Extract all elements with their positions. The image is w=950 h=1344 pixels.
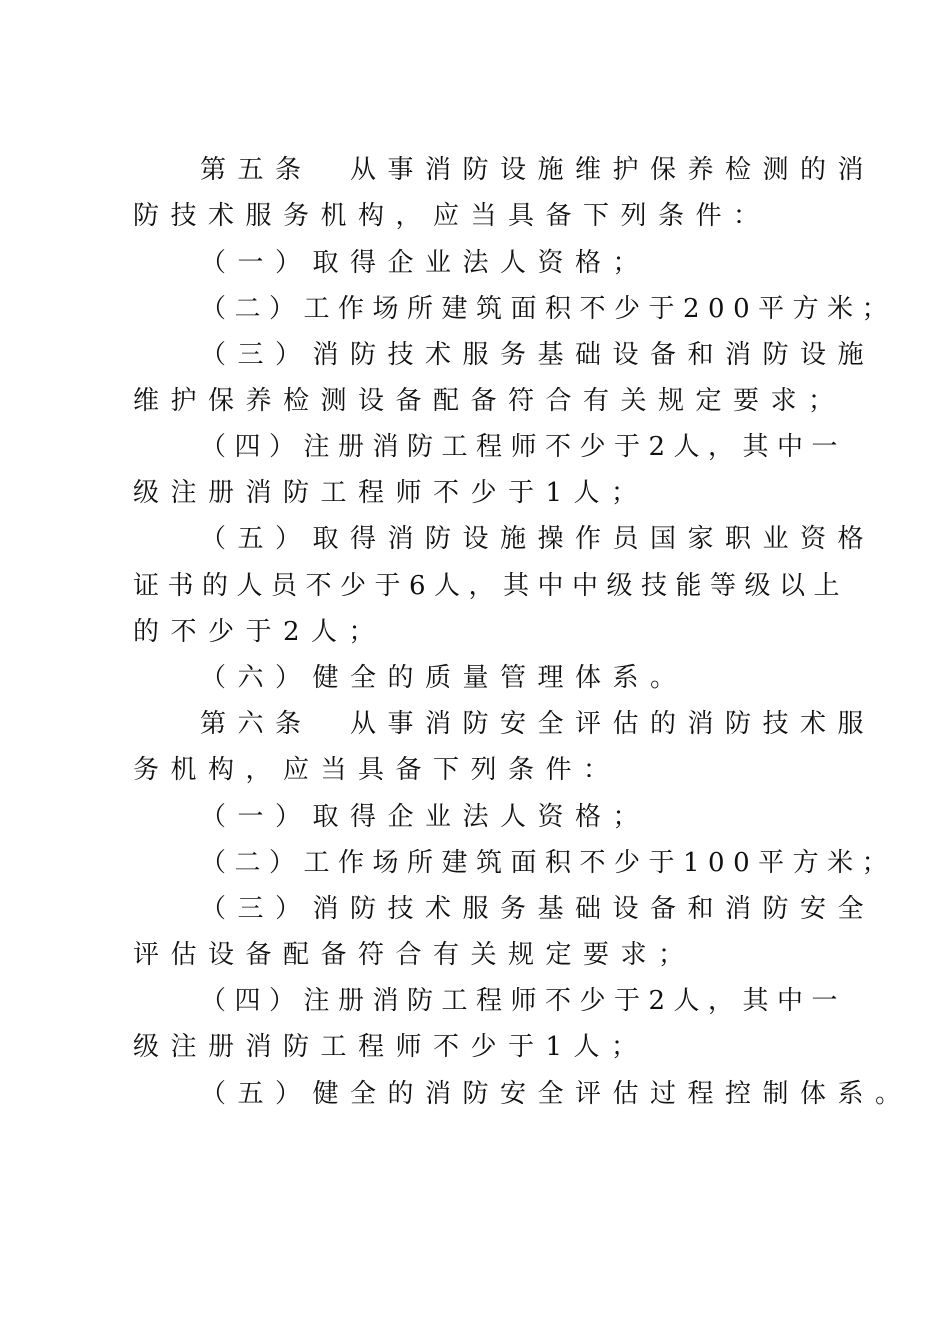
article-5-item-3: （三）消防技术服务基础设备和消防设施 [200,340,876,370]
article-6-item-5: （五）健全的消防安全评估过程控制体系。 [200,1079,913,1109]
article-6-text: 务机构，应当具备下列条件： [133,755,621,785]
article-5-item-2: （二）工作场所建筑面积不少于200平方米； [200,294,897,324]
article-5-text: 防技术服务机构，应当具备下列条件： [133,201,771,231]
article-6-item-2: （二）工作场所建筑面积不少于100平方米； [200,848,897,878]
article-5-item-4: （四）注册消防工程师不少于2人，其中一 [200,432,847,462]
article-6-item-3-cont: 评估设备配备符合有关规定要求； [133,940,696,970]
article-6-item-4: （四）注册消防工程师不少于2人，其中一 [200,986,847,1016]
article-6-item-4-cont: 级注册消防工程师不少于1人； [133,1032,649,1062]
article-5-item-4-cont: 级注册消防工程师不少于1人； [133,478,649,508]
article-5-heading: 第五条 从事消防设施维护保养检测的消 [200,155,876,185]
article-5-item-5: （五）取得消防设施操作员国家职业资格 [200,524,876,554]
article-5-item-5-cont2: 的不少于2人； [133,617,387,647]
article-6-item-1: （一）取得企业法人资格； [200,802,651,832]
article-5-item-3-cont: 维护保养检测设备配备符合有关规定要求； [133,386,846,416]
article-6-item-3: （三）消防技术服务基础设备和消防安全 [200,894,876,924]
article-5-item-5-cont: 证书的人员不少于6人，其中中级技能等级以上 [133,571,849,601]
article-5-item-6: （六）健全的质量管理体系。 [200,663,688,693]
article-6-heading: 第六条 从事消防安全评估的消防技术服 [200,709,876,739]
article-5-item-1: （一）取得企业法人资格； [200,248,651,278]
